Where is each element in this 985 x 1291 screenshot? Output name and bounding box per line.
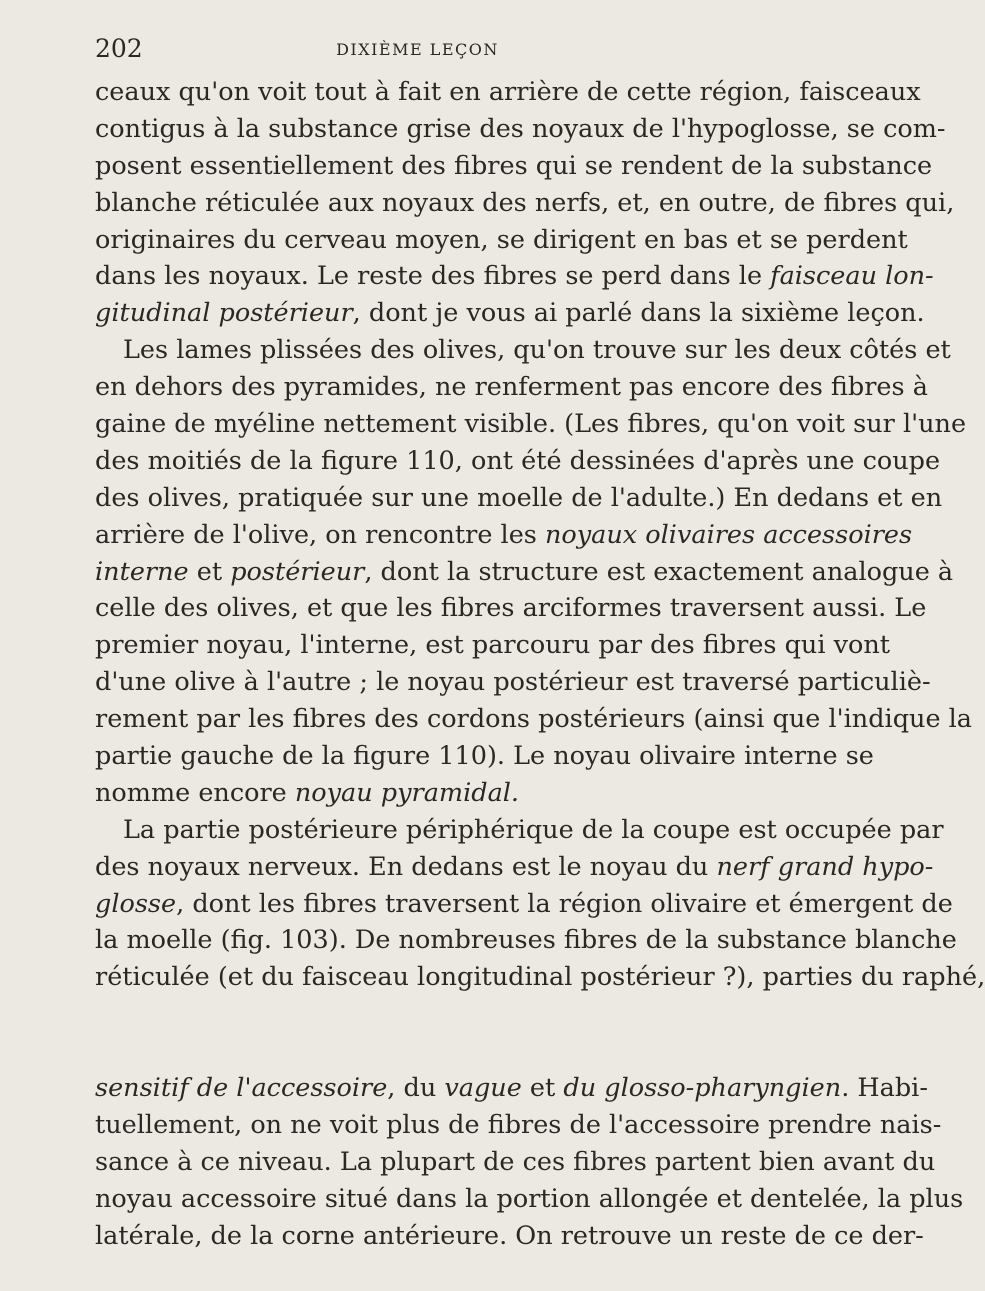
text-line: noyau accessoire situé dans la portion allongée et dentelée, la plus (95, 1181, 763, 1218)
text-line (95, 1033, 763, 1070)
text-line: ceaux qu'on voit tout à fait en arrière de cette région, faisceaux (95, 74, 763, 111)
text-line: en dehors des pyramides, ne renferment pas encore des fibres à (95, 369, 763, 406)
text-line: dans les noyaux. Le reste des fibres se perd dans le faisceau lon- (95, 258, 763, 295)
text-line: tuellement, on ne voit plus de fibres de l'accessoire prendre nais- (95, 1107, 763, 1144)
emphasis: interne (95, 557, 189, 587)
emphasis: postérieur (230, 557, 364, 587)
text-line: glosse, dont les fibres traversent la région olivaire et émergent de (95, 886, 763, 923)
page-number: 202 (95, 34, 143, 63)
text-line: partie gauche de la figure 110). Le noyau olivaire interne se (95, 738, 763, 775)
emphasis: glosse (95, 889, 176, 919)
emphasis: sensitif de l'accessoire (95, 1073, 387, 1103)
text-line: réticulée (et du faisceau longitudinal postérieur ?), parties du raphé, (95, 959, 763, 996)
text-line: des moitiés de la figure 110, ont été dessinées d'après une coupe (95, 443, 763, 480)
emphasis: vague (444, 1073, 521, 1103)
emphasis: noyau pyramidal. (295, 778, 519, 808)
emphasis: faisceau lon- (770, 261, 934, 291)
text-line: nomme encore noyau pyramidal. (95, 775, 763, 812)
text-line: gitudinal postérieur, dont je vous ai parlé dans la sixième leçon. (95, 295, 763, 332)
text-line: interne et postérieur, dont la structure est exactement analogue à (95, 554, 763, 591)
emphasis: noyaux olivaires accessoires (545, 520, 912, 550)
running-title: DIXIÈME LEÇON (95, 40, 740, 59)
text-line: arrière de l'olive, on rencontre les noyaux olivaires accessoires (95, 517, 763, 554)
body-text (95, 74, 763, 1291)
text-line (95, 996, 763, 1033)
text-line: Les lames plissées des olives, qu'on trouve sur les deux côtés et (95, 332, 763, 369)
emphasis: gitudinal postérieur (95, 298, 353, 328)
text-line: d'une olive à l'autre ; le noyau postérieur est traversé particuliè- (95, 664, 763, 701)
text-line: contigus à la substance grise des noyaux de l'hypoglosse, se com- (95, 111, 763, 148)
text-line: la moelle (fig. 103). De nombreuses fibres de la substance blanche (95, 922, 763, 959)
emphasis: du glosso-pharyngien (563, 1073, 841, 1103)
text-line: des olives, pratiquée sur une moelle de l'adulte.) En dedans et en (95, 480, 763, 517)
text-line: La partie postérieure périphérique de la coupe est occupée par (95, 812, 763, 849)
text-line: premier noyau, l'interne, est parcouru par des fibres qui vont (95, 627, 763, 664)
text-line: blanche réticulée aux noyaux des nerfs, et, en outre, de fibres qui, (95, 185, 763, 222)
text-line: sensitif de l'accessoire, du vague et du glosso-pharyngien. Habi- (95, 1070, 763, 1107)
text-line: posent essentiellement des fibres qui se rendent de la substance (95, 148, 763, 185)
text-line: celle des olives, et que les fibres arciformes traversent aussi. Le (95, 590, 763, 627)
text-line: sance à ce niveau. La plupart de ces fibres partent bien avant du (95, 1144, 763, 1181)
text-line: gaine de myéline nettement visible. (Les fibres, qu'on voit sur l'une (95, 406, 763, 443)
page-header (95, 34, 740, 64)
emphasis: nerf grand hypo- (716, 852, 933, 882)
text-line: originaires du cerveau moyen, se dirigent en bas et se perdent (95, 222, 763, 259)
text-line: des noyaux nerveux. En dedans est le noyau du nerf grand hypo- (95, 849, 763, 886)
text-line: latérale, de la corne antérieure. On retrouve un reste de ce der- (95, 1218, 763, 1255)
text-line (95, 1255, 763, 1291)
text-line: rement par les fibres des cordons postérieurs (ainsi que l'indique la (95, 701, 763, 738)
